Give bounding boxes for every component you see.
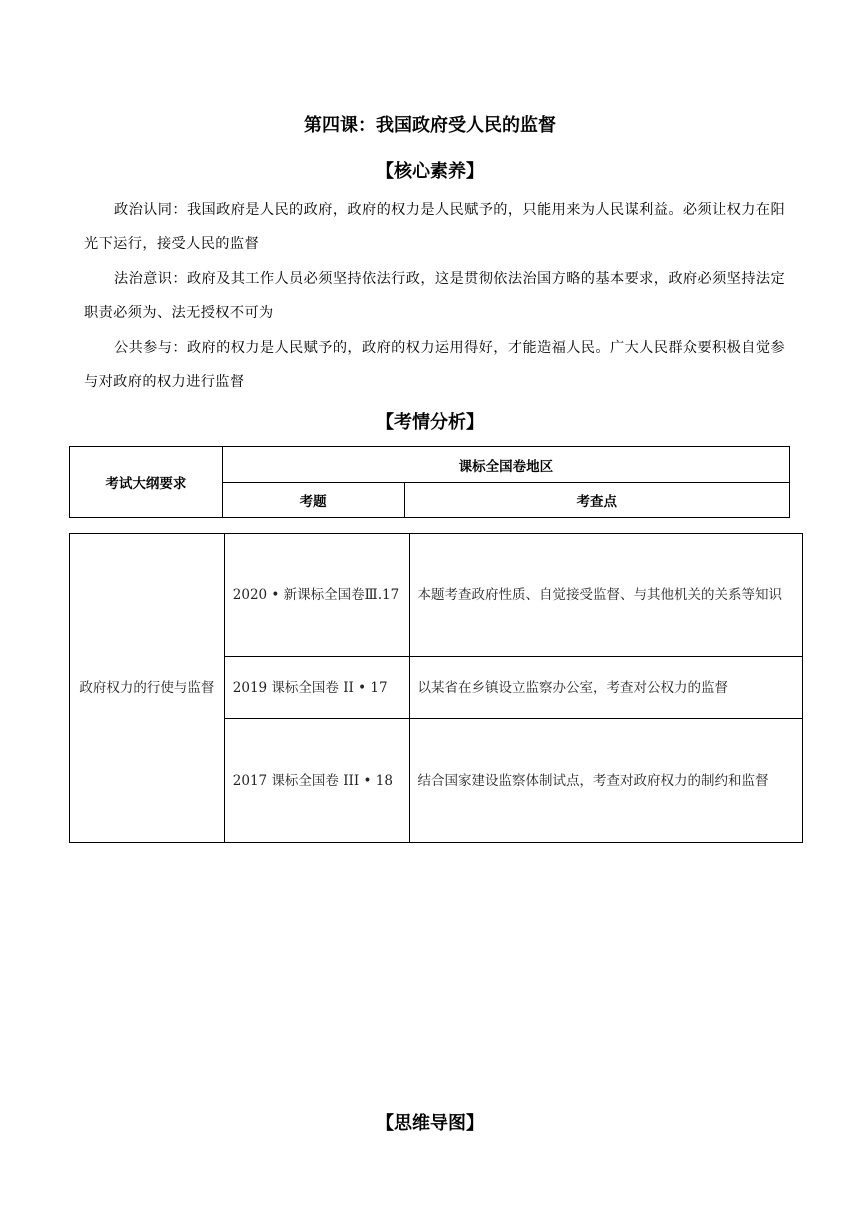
core-literacy-heading: 【核心素养】 xyxy=(376,161,484,182)
question-text: 2019 课标全国卷 II • 17 xyxy=(232,679,388,696)
question-text: 2017 课标全国卷 III • 18 xyxy=(232,772,393,789)
header-region: 课标全国卷地区 xyxy=(222,447,789,483)
point-text: 结合国家建设监察体制试点，考查对政府权力的制约和监督 xyxy=(417,772,769,789)
point-text: 本题考查政府性质、自觉接受监督、与其他机关的关系等知识 xyxy=(417,587,783,603)
point-cell xyxy=(409,719,802,843)
analysis-body-table xyxy=(69,533,803,843)
point-cell xyxy=(409,657,802,719)
topic-text: 政府权力的行使与监督 xyxy=(79,680,215,696)
header-question: 考题 xyxy=(222,483,404,518)
header-point: 考查点 xyxy=(404,483,789,518)
paragraph-public-participation: 公共参与：政府的权力是人民赋予的，政府的权力运用得好，才能造福人民。广大人民群众要积极自觉参与对政府的权力进行监督 xyxy=(84,340,786,390)
topic-cell xyxy=(70,534,225,843)
question-cell xyxy=(224,534,409,657)
question-cell xyxy=(224,657,409,719)
question-text: 2020 • 新课标全国卷Ⅲ.17 xyxy=(232,587,400,603)
table-row xyxy=(70,534,803,657)
paragraph-political-identity: 政治认同：我国政府是人民的政府，政府的权力是人民赋予的，只能用来为人民谋利益。必须让权力在阳光下运行，接受人民的监督 xyxy=(84,202,786,252)
point-cell xyxy=(409,534,802,657)
exam-analysis-heading: 【考情分析】 xyxy=(376,412,484,433)
page-title: 第四课：我国政府受人民的监督 xyxy=(304,115,556,136)
header-requirement: 考试大纲要求 xyxy=(70,447,223,518)
analysis-header-table xyxy=(69,446,790,518)
paragraph-rule-of-law: 法治意识：政府及其工作人员必须坚持依法行政，这是贯彻依法治国方略的基本要求，政府必须坚持法定职责必须为、法无授权不可为 xyxy=(84,271,786,321)
point-text: 以某省在乡镇设立监察办公室，考查对公权力的监督 xyxy=(417,679,729,696)
question-cell xyxy=(224,719,409,843)
mind-map-heading: 【思维导图】 xyxy=(376,1113,484,1134)
